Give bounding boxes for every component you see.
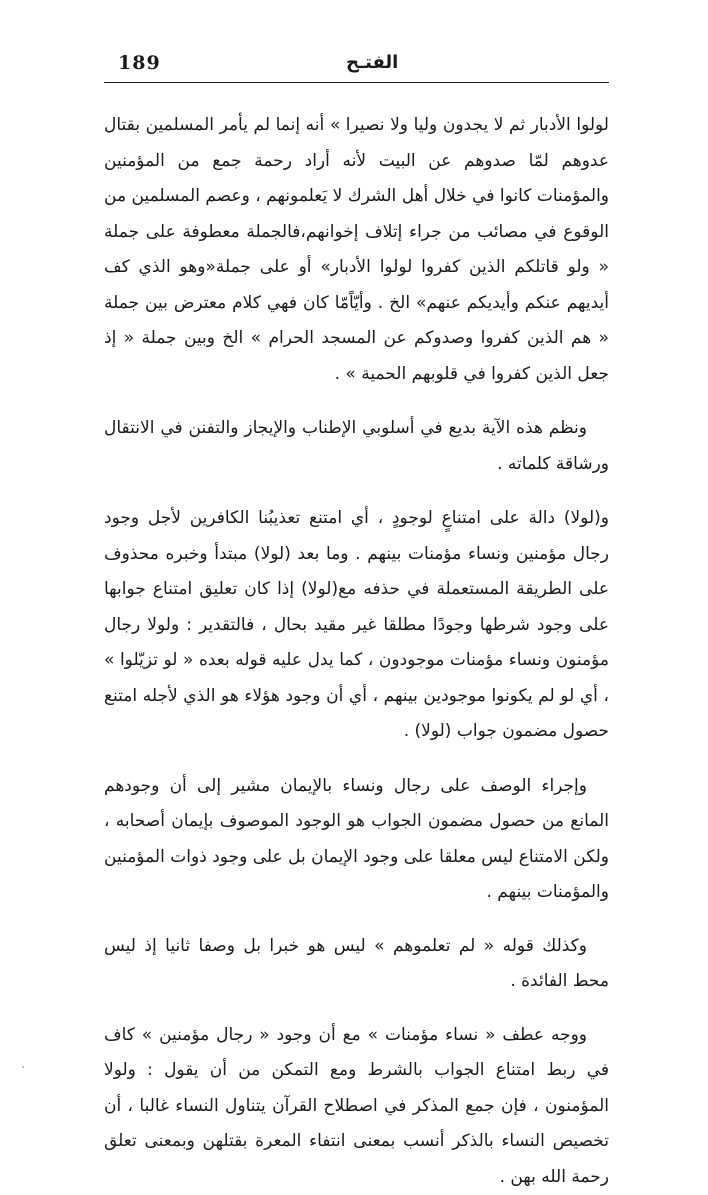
paragraph-4: وإجراء الوصف على رجال ونساء بالإيمان مشير إلى أن وجودهم المانع من حصول مضمون الجواب هو الوجود الموصوف بإيمان أصحابه ، ولكن الامتناع ليس معلقا على وجود الإيمان بل على وجود ذوات المؤمنين والمؤمنات بينهم . [104, 769, 609, 911]
page-number: 189 [118, 52, 161, 74]
body-text [104, 108, 609, 1195]
header-rule [104, 82, 609, 83]
paragraph-6: ووجه عطف « نساء مؤمنات » مع أن وجود « رجال مؤمنين » كاف في ربط امتناع الجواب بالشرط ومع التمكن من أن يقول : ولولا المؤمنون ، فإن جمع المذكر في اصطلاح القرآن يتناول النساء غالبا ، أن تخصيص النساء بالذكر أنسب بمعنى انتفاء المعرة بقتلهن وبمعنى تعلق رحمة الله بهن . [104, 1018, 609, 1195]
paragraph-1: لولوا الأدبار ثم لا يجدون وليا ولا نصيرا » أنه إنما لم يأمر المسلمين بقتال عدوهم لمّا صدوهم عن البيت لأنه أراد رحمة جمع من المؤمنين والمؤمنات كانوا في خلال أهل الشرك لا يَعلمونهم ، وعصم المسلمين من الوقوع في مصائب من جراء إتلاف إخوانهم،فالجملة معطوفة على جملة « ولو قاتلكم الذين كفروا لولوا الأدبار» أو على جملة«وهو الذي كف أيديهم عنكم وأيديكم عنهم» الخ . وأيّاًمّا كان فهي كلام معترض بين جملة « هم الذين كفروا وصدوكم عن المسجد الحرام » الخ وبين جملة « إذ جعل الذين كفروا في قلوبهم الحمية » . [104, 108, 609, 392]
page-header [108, 52, 608, 82]
paragraph-3: و(لولا) دالة على امتناعٍ لوجودٍ ، أي امتنع تعذيبُنا الكافرين لأجل وجود رجال مؤمنين ونساء مؤمنات بينهم . وما بعد (لولا) مبتدأ وخبره محذوف على الطريقة المستعملة في حذفه مع(لولا) إذا كان تعليق امتناع جوابها على وجود شرطها وجودًا مطلقا غير مقيد بحال ، فالتقدير : ولولا رجال مؤمنون ونساء مؤمنات موجودون ، كما يدل عليه قوله بعده « لو تزيّلوا » ، أي لو لم يكونوا موجودين بينهم ، أي أن وجود هؤلاء هو الذي لأجله امتنع حصول مضمون جواب (لولا) . [104, 501, 609, 750]
paragraph-2: ونظم هذه الآية بديع في أسلوبي الإطناب والإيجاز والتفنن في الانتقال ورشاقة كلماته . [104, 411, 609, 482]
running-title: الفتـح [346, 52, 398, 73]
paragraph-5: وكذلك قوله « لم تعلموهم » ليس هو خبرا بل وصفا ثانيا إذ ليس محط الفائدة . [104, 929, 609, 1000]
scan-speck [22, 1066, 24, 1068]
